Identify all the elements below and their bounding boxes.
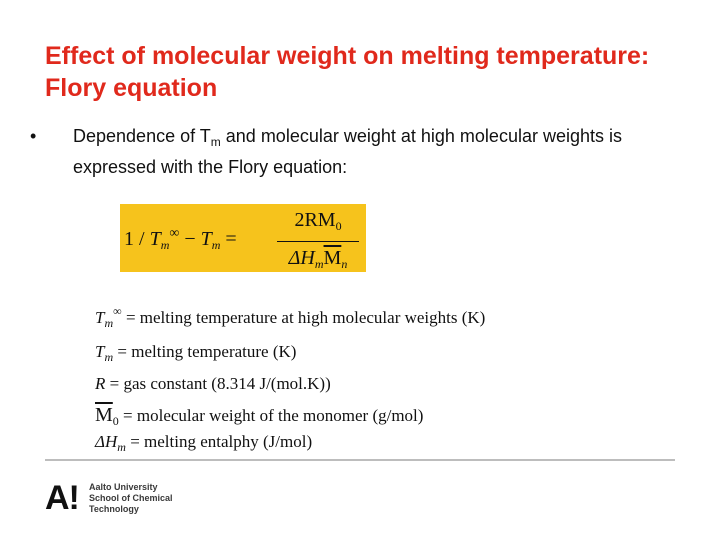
footer-divider bbox=[45, 459, 675, 461]
bullet-text: Dependence of $T_m$ and molecular weight at high molecular weights is expressed with the Flory equation: bbox=[73, 126, 622, 177]
fraction-bar bbox=[277, 241, 359, 242]
definition-delta-hm: $\Delta H_m$ = melting entalphy (J/mol) bbox=[95, 432, 313, 454]
aalto-logo-text: Aalto University School of Chemical Technology bbox=[89, 482, 173, 514]
definition-m0: $\overline{M}_0$ = molecular weight of the monomer (g/mol) bbox=[95, 404, 424, 428]
bullet-icon: • bbox=[30, 126, 37, 146]
slide-title: Effect of molecular weight on melting temperature: Flory equation bbox=[45, 42, 650, 102]
fraction-denominator: $\Delta H_m\overline{M}_n$ bbox=[288, 247, 348, 271]
definition-r: R = gas constant (8.314 J/(mol.K)) bbox=[95, 374, 331, 393]
definition-tm-infinity: $T_m^\infty$ = melting temperature at high molecular weights (K) bbox=[95, 304, 486, 330]
definition-tm: $T_m$ = melting temperature (K) bbox=[95, 342, 297, 364]
flory-equation bbox=[120, 204, 366, 272]
fraction-numerator: $2RM_0$ bbox=[294, 209, 342, 233]
equation-lhs: $1 / T_m^\infty - T_m$ = bbox=[124, 226, 237, 252]
equation-fraction bbox=[273, 208, 363, 277]
aalto-logo-mark: A! bbox=[45, 479, 79, 517]
